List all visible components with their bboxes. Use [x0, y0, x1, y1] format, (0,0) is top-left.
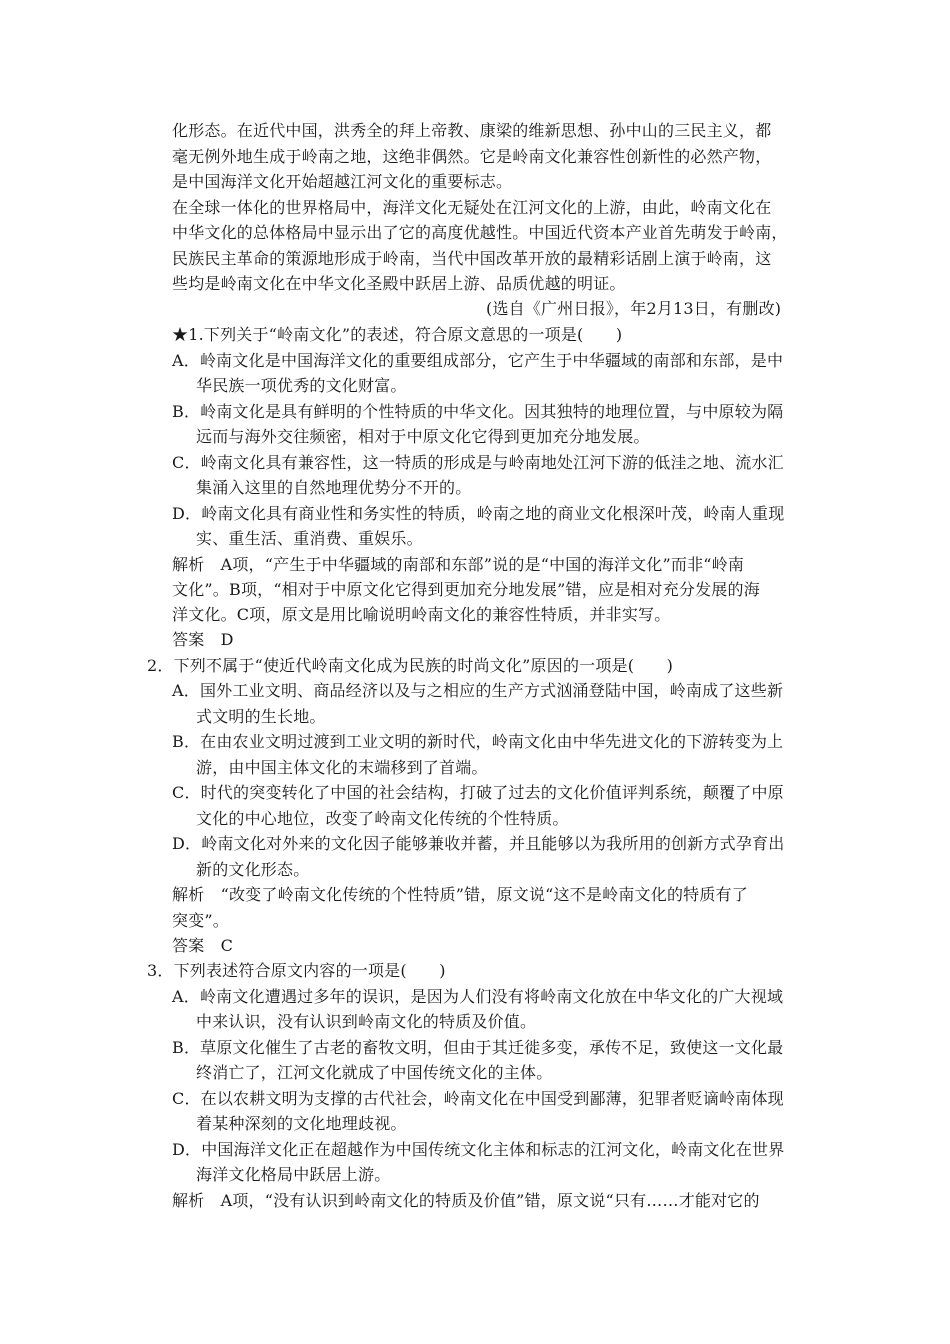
question-2-option-a: A．国外工业文明、商品经济以及与之相应的生产方式汹涌登陆中国，岭南成了这些新 — [172, 681, 784, 700]
passage-line: 民族民主革命的策源地形成于岭南，当代中国改革开放的最精彩话剧上演于岭南，这 — [172, 249, 772, 268]
question-3-option-a-cont: 中来认识，没有认识到岭南文化的特质及价值。 — [196, 1012, 537, 1031]
question-2-option-d-cont: 新的文化形态。 — [196, 860, 310, 879]
passage-line: 是中国海洋文化开始超越江河文化的重要标志。 — [172, 172, 513, 191]
question-2-stem: 2．下列不属于“使近代岭南文化成为民族的时尚文化”原因的一项是( ) — [147, 656, 674, 675]
question-3-option-c-cont: 着某种深刻的文化地理歧视。 — [196, 1114, 407, 1133]
question-2-option-b: B．在由农业文明过渡到工业文明的新时代，岭南文化由中华先进文化的下游转变为上 — [172, 732, 784, 751]
passage-line: 些均是岭南文化在中华文化圣殿中跃居上游、品质优越的明证。 — [172, 274, 626, 293]
passage-line: 化形态。在近代中国，洪秀全的拜上帝教、康梁的维新思想、孙中山的三民主义，都 — [172, 121, 772, 140]
question-1-option-a-cont: 华民族一项优秀的文化财富。 — [196, 376, 407, 395]
question-3-option-a: A．岭南文化遭遇过多年的误识，是因为人们没有将岭南文化放在中华文化的广大视域 — [172, 987, 784, 1006]
passage-line: 中华文化的总体格局中显示出了它的高度优越性。中国近代资本产业首先萌发于岭南， — [172, 223, 788, 242]
passage-source: (选自《广州日报》，年2月13日，有删改) — [486, 299, 782, 318]
question-3-option-b: B．草原文化催生了古老的畜牧文明，但由于其迁徙多变，承传不足，致使这一文化最 — [172, 1038, 784, 1057]
question-1-explanation: 解析 A项，“产生于中华疆域的南部和东部”说的是“中国的海洋文化”而非“岭南 — [172, 555, 745, 574]
question-2-option-d: D．岭南文化对外来的文化因子能够兼收并蓄，并且能够以为我所用的创新方式孕育出 — [172, 834, 785, 853]
question-3-option-d: D．中国海洋文化正在超越作为中国传统文化主体和标志的江河文化，岭南文化在世界 — [172, 1140, 785, 1159]
question-2-option-b-cont: 游，由中国主体文化的末端移到了首端。 — [196, 758, 488, 777]
question-1-option-d: D．岭南文化具有商业性和务实性的特质，岭南之地的商业文化根深叶茂，岭南人重现 — [172, 504, 785, 523]
question-2-explanation-cont: 突变”。 — [172, 911, 229, 930]
question-1-option-c: C．岭南文化具有兼容性，这一特质的形成是与岭南地处江河下游的低洼之地、流水汇 — [172, 453, 784, 472]
question-1-stem: ★1.下列关于“岭南文化”的表述，符合原文意思的一项是( ) — [172, 325, 623, 344]
question-1-option-d-cont: 实、重生活、重消费、重娱乐。 — [196, 529, 423, 548]
question-2-option-c: C．时代的突变转化了中国的社会结构，打破了过去的文化价值评判系统，颠覆了中原 — [172, 783, 784, 802]
passage-line: 在全球一体化的世界格局中，海洋文化无疑处在江河文化的上游，由此，岭南文化在 — [172, 198, 772, 217]
passage-line: 毫无例外地生成于岭南之地，这绝非偶然。它是岭南文化兼容性创新性的必然产物， — [172, 147, 772, 166]
question-3-stem: 3．下列表述符合原文内容的一项是( ) — [147, 961, 446, 980]
question-3-option-c: C．在以农耕文明为支撑的古代社会，岭南文化在中国受到鄙薄，犯罪者贬谪岭南体现 — [172, 1089, 784, 1108]
question-2-answer: 答案 C — [172, 936, 234, 955]
question-3-option-b-cont: 终消亡了，江河文化就成了中国传统文化的主体。 — [196, 1063, 553, 1082]
question-1-explanation-cont: 文化”。B项，“相对于中原文化它得到更加充分地发展”错，应是相对充分发展的海 — [172, 580, 760, 599]
question-1-option-a: A．岭南文化是中国海洋文化的重要组成部分，它产生于中华疆域的南部和东部，是中 — [172, 351, 784, 370]
question-2-option-a-cont: 式文明的生长地。 — [196, 707, 326, 726]
question-2-explanation: 解析 “改变了岭南文化传统的个性特质”错，原文说“这不是岭南文化的特质有了 — [172, 885, 748, 904]
question-1-option-b: B．岭南文化是具有鲜明的个性特质的中华文化。因其独特的地理位置，与中原较为隔 — [172, 402, 784, 421]
question-3-explanation: 解析 A项，“没有认识到岭南文化的特质及价值”错，原文说“只有……才能对它的 — [172, 1191, 760, 1210]
question-1-option-c-cont: 集涌入这里的自然地理优势分不开的。 — [196, 478, 472, 497]
question-2-option-c-cont: 文化的中心地位，改变了岭南文化传统的个性特质。 — [196, 809, 569, 828]
question-1-explanation-cont: 洋文化。C项，原文是用比喻说明岭南文化的兼容性特质，并非实写。 — [172, 605, 671, 624]
question-1-option-b-cont: 远而与海外交往频密，相对于中原文化它得到更加充分地发展。 — [196, 427, 650, 446]
question-3-option-d-cont: 海洋文化格局中跃居上游。 — [196, 1165, 391, 1184]
question-1-answer: 答案 D — [172, 630, 234, 649]
